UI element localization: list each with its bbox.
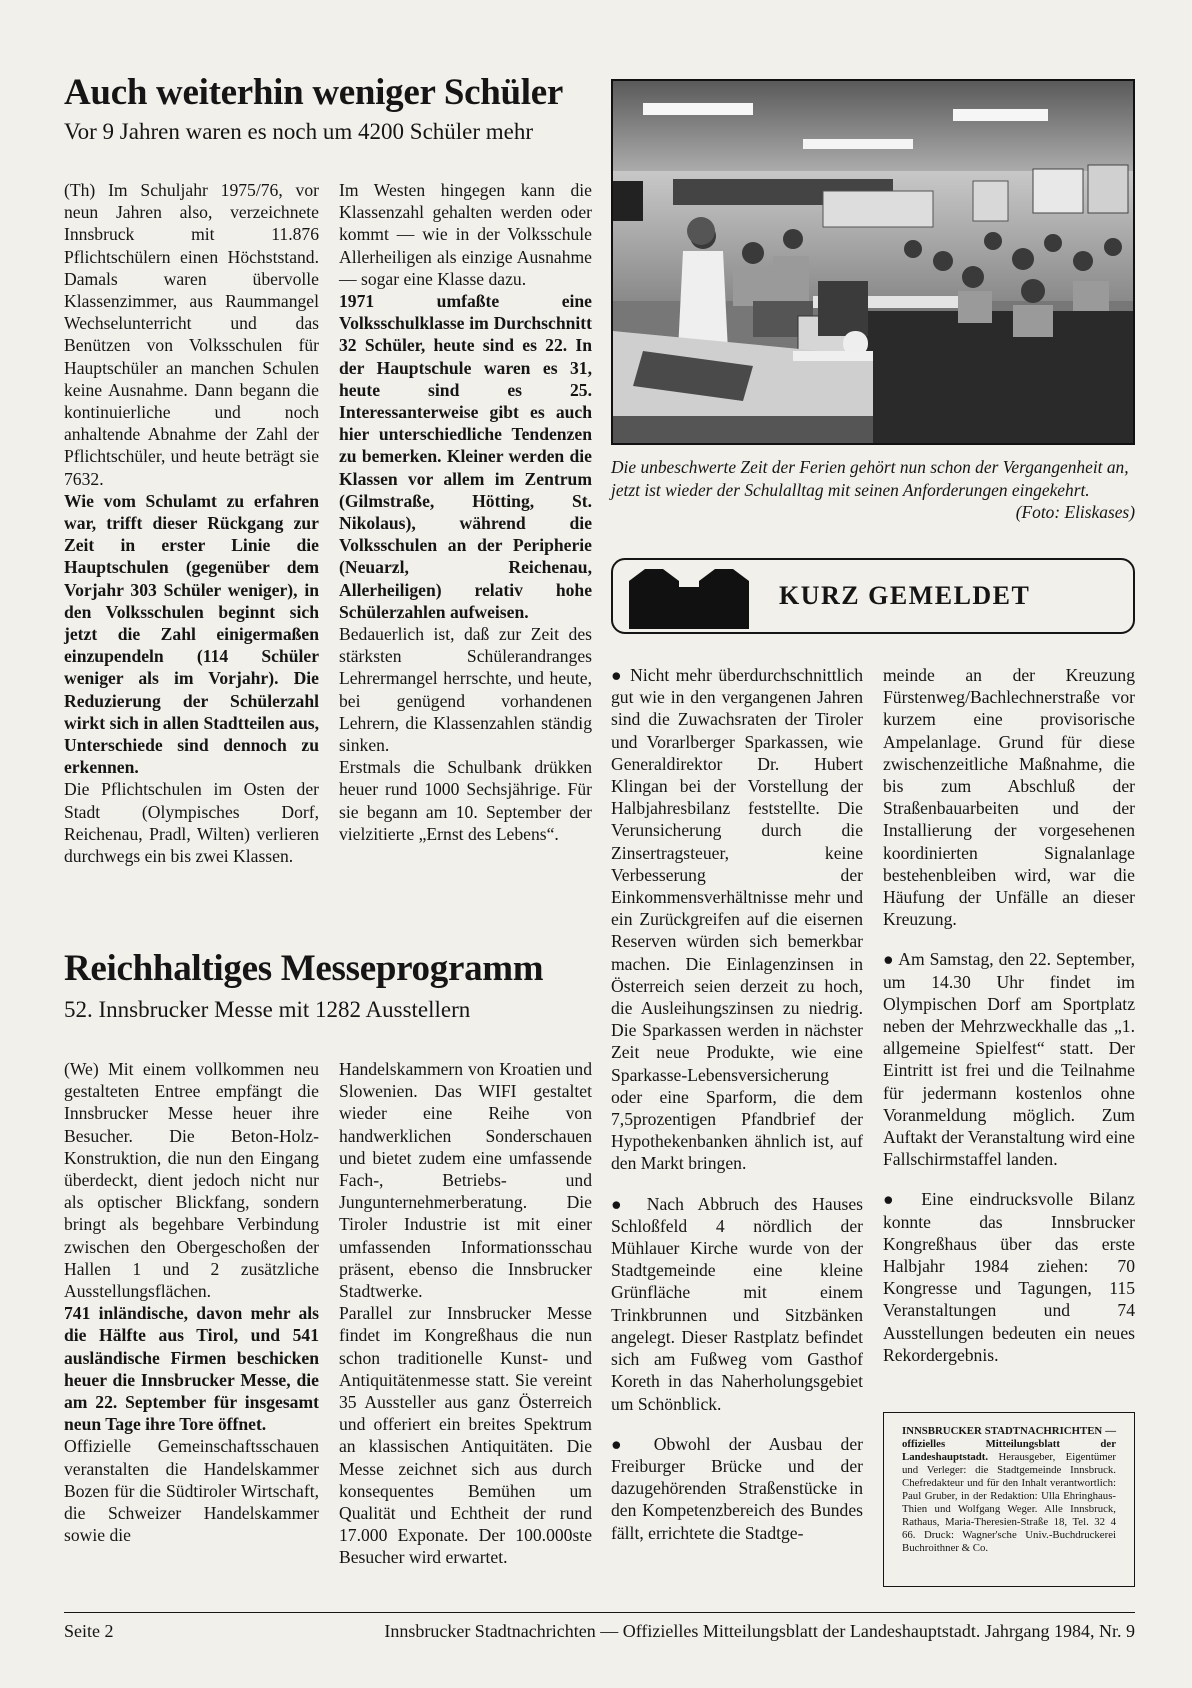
news-item: ● Am Samstag, den 22. September, um 14.30 Uhr findet im Olympischen Dorf am Sportplatz neben der Mehrzweckhalle das „1. allgemeine Spielfest“ statt. Der Eintritt ist frei und die Teilnahme für jedermann kostenlos ohne Voranmeldung möglich. Zum Auftakt der Veranstaltung wird eine Fallschirmstaffel landen. bbox=[883, 949, 1135, 1170]
paragraph: Die Pflichtschulen im Osten der Stadt (Olympisches Dorf, Reichenau, Pradl, Wilten) verlieren durchwegs ein bis zwei Klassen. bbox=[64, 779, 319, 867]
news-item: ● Eine eindrucksvolle Bilanz konnte das Innsbrucker Kongreßhaus über das erste Halbjahr 1984 ziehen: 70 Kongresse und Tagungen, 115 Veranstaltungen und 74 Ausstellungen bedeuten ein neues Rekordergebnis. bbox=[883, 1189, 1135, 1365]
photo-caption bbox=[611, 456, 1135, 524]
news-item: ● Nach Abbruch des Hauses Schloßfeld 4 nördlich der Mühlauer Kirche wurde von der Stadtgemeinde eine kleine Grünfläche mit einem Trinkbrunnen und Sitzbänken angelegt. Dieser Rastplatz befindet sich am Fußweg vom Gasthof Koreth in das Naherholungsgebiet um Schönblick. bbox=[611, 1193, 863, 1414]
article1-column-1 bbox=[64, 179, 319, 867]
paragraph: Im Westen hingegen kann die Klassenzahl gehalten werden oder kommt — wie in der Volksschule Allerheiligen als einzige Ausnahme — sogar eine Klasse dazu. bbox=[339, 180, 592, 289]
paragraph: Bedauerlich ist, daß zur Zeit des stärksten Schülerandranges Lehrermangel herrschte, und heute, bei genügend vorhandenen Lehrern, die Klassenzahlen ständig sinken. bbox=[339, 624, 592, 756]
impressum-lead: INNSBRUCKER STADTNACHRICHTEN — offizielles Mitteilungsblatt der Landeshauptstadt. bbox=[902, 1425, 1116, 1463]
impressum-text bbox=[902, 1425, 1116, 1555]
paragraph: Erstmals die Schulbank drükken heuer rund 1000 Sechsjährige. Für sie begann am 10. September der vielzitierte „Ernst des Lebens“. bbox=[339, 757, 592, 844]
paragraph: Wie vom Schulamt zu erfahren war, trifft dieser Rückgang zur Zeit in erster Linie die Hauptschulen (gegenüber dem Vorjahr 303 Schüler weniger), in den Volksschulen beginnt sich jetzt die Zahl einigermaßen einzupendeln (114 Schüler weniger als im Vorjahr). Die Reduzierung der Schülerzahl wirkt sich in allen Stadtteilen aus, Unterschiede sind dennoch zu erkennen. bbox=[64, 490, 319, 778]
paragraph: Handelskammern von Kroatien und Slowenien. Das WIFI gestaltet wieder eine Reihe von handwerklichen Sonderschauen und bietet zudem eine umfassende Fach-, Betriebs- und Jungunternehmerberatung. Die Tiroler Industrie ist mit einer umfassenden Informationsschau präsent, ebenso die Innsbrucker Stadtwerke. bbox=[339, 1059, 592, 1302]
paragraph: Parallel zur Innsbrucker Messe findet im Kongreßhaus die nun schon traditionelle Kunst- und Antiquitätenmesse statt. Sie vereint 35 Aussteller aus ganz Österreich und offeriert ein breites Spektrum an klassischen Antiquitäten. Die Messe zeichnet sich aus durch konsequentes Bemühen um Qualität und Echtheit der rund 17.000 Exponate. Der 100.000ste Besucher wird erwartet. bbox=[339, 1303, 592, 1568]
kurz-column-2 bbox=[883, 664, 1135, 1366]
kurz-gemeldet-header bbox=[611, 558, 1135, 634]
article1-column-2 bbox=[339, 179, 592, 845]
footer-page-number: Seite 2 bbox=[64, 1621, 114, 1641]
paragraph: (Th) Im Schuljahr 1975/76, vor neun Jahren also, verzeichnete Innsbruck mit 11.876 Pflichtschülern einen Höchststand. Damals waren übervolle Klassenzimmer, aus Raummangel Wechselunterricht und das Benützen von Volksschulen für Hauptschüler an manchen Schulen keine Ausnahme. Dann begann die kontinuierliche und noch anhaltende Abnahme der Zahl der Pflichtschüler, und heute beträgt sie 7632. bbox=[64, 180, 319, 489]
paragraph: 741 inländische, davon mehr als die Hälfte aus Tirol, und 541 ausländische Firmen beschicken heuer die Innsbrucker Messe, die am 22. September für insgesamt neun Tage ihre Tore öffnet. bbox=[64, 1303, 319, 1435]
article1-headline: Auch weiterhin weniger Schüler bbox=[64, 72, 564, 113]
classroom-photo bbox=[611, 79, 1135, 445]
article2-headline: Reichhaltiges Messeprogramm bbox=[64, 948, 544, 989]
building-logo-icon bbox=[629, 563, 749, 629]
impressum-body: Herausgeber, Eigentümer und Verleger: die Stadtgemeinde Innsbruck. Chefredakteur und für den Inhalt verantwortlich: Paul Gruber, in der Redaktion: Ulla Ehringhaus-Thien und Wolfgang Weger. Alle Innsbruck, Rathaus, Maria-Theresien-Straße 18, Tel. 32 4 66. Druck: Wagner'sche Univ.-Buchdruckerei Buchroithner & Co. bbox=[902, 1451, 1117, 1554]
article2-subhead: 52. Innsbrucker Messe mit 1282 Ausstellern bbox=[64, 997, 471, 1022]
photo-credit: (Foto: Eliskases) bbox=[1015, 502, 1135, 522]
kurz-column-1 bbox=[611, 664, 863, 1544]
kurz-gemeldet-title: KURZ GEMELDET bbox=[779, 581, 1031, 610]
classroom-photo-image bbox=[613, 81, 1133, 443]
news-item: meinde an der Kreuzung Fürstenweg/Bachlechnerstraße vor kurzem eine provisorische Ampelanlage. Grund für diese zwischenzeitliche Maßnahme, die bis zum Abschluß der Straßenbauarbeiten und der Installierung der vorgesehenen koordinierten Signalanlage bestehenbleiben wird, war die Häufung der Unfälle an dieser Kreuzung. bbox=[883, 665, 1135, 930]
footer-rule bbox=[64, 1612, 1135, 1613]
news-item: ● Nicht mehr überdurchschnittlich gut wie in den vergangenen Jahren sind die Zuwachsraten der Tiroler und Vorarlberger Sparkassen, wie Generaldirektor Dr. Hubert Klingan bei der Vorstellung der Halbjahresbilanz feststellte. Die Verunsicherung durch die Zinsertragsteuer, keine Verbesserung der Einkommensverhältnisse mehr und ein Zurückgreifen auf die eisernen Reserven würden sich bemerkbar machen. Die Einlagenzinsen in Österreich seien derzeit zu hoch, die Ausleihungszinsen zu niedrig. Die Sparkassen werden in nächster Zeit neue Produkte, wie eine Sparkasse-Lebensversicherung oder eine Sparform, die dem 7,5prozentigen Pfandbrief der Hypothekenbanken ähnlich ist, auf den Markt bringen. bbox=[611, 665, 863, 1174]
article2-column-1 bbox=[64, 1058, 319, 1546]
impressum-box bbox=[883, 1412, 1135, 1587]
paragraph: Offizielle Gemeinschaftsschauen veranstalten die Handelskammer Bozen für die Südtiroler Wirtschaft, die Schweizer Handelskammer sowie die bbox=[64, 1436, 319, 1546]
caption-text: Die unbeschwerte Zeit der Ferien gehört nun schon der Vergangenheit an, jetzt ist wieder der Schulalltag mit seinen Anforderungen eingekehrt. bbox=[611, 457, 1129, 500]
article1-subhead: Vor 9 Jahren waren es noch um 4200 Schüler mehr bbox=[64, 119, 534, 144]
paragraph: (We) Mit einem vollkommen neu gestalteten Entree empfängt die Innsbrucker Messe heuer ihre Besucher. Die Beton-Holz-Konstruktion, die nun den Eingang überdeckt, dient jedoch nicht nur als optischer Blickfang, sondern bringt als begehbare Verbindung zwischen den Obergeschoßen der Hallen 1 und 2 zusätzliche Ausstellungsflächen. bbox=[64, 1059, 319, 1302]
article2-column-2 bbox=[339, 1058, 592, 1569]
paragraph: 1971 umfaßte eine Volksschulklasse im Durchschnitt 32 Schüler, heute sind es 22. In der Hauptschule waren es 31, heute sind es 25. Interessanterweise gibt es auch hier unterschiedliche Tendenzen zu bemerken. Kleiner werden die Klassen vor allem im Zentrum (Gilmstraße, Hötting, St. Nikolaus), während die Volksschulen an der Peripherie (Neuarzl, Reichenau, Allerheiligen) relativ hohe Schülerzahlen aufweisen. bbox=[339, 291, 592, 622]
footer-publication: Innsbrucker Stadtnachrichten — Offizielles Mitteilungsblatt der Landeshauptstadt. Jahrgang 1984, Nr. 9 bbox=[384, 1621, 1135, 1641]
news-item: ● Obwohl der Ausbau der Freiburger Brücke und der dazugehörenden Straßenstücke in den Kompetenzbereich des Bundes fällt, errichtete die Stadtge- bbox=[611, 1433, 863, 1543]
